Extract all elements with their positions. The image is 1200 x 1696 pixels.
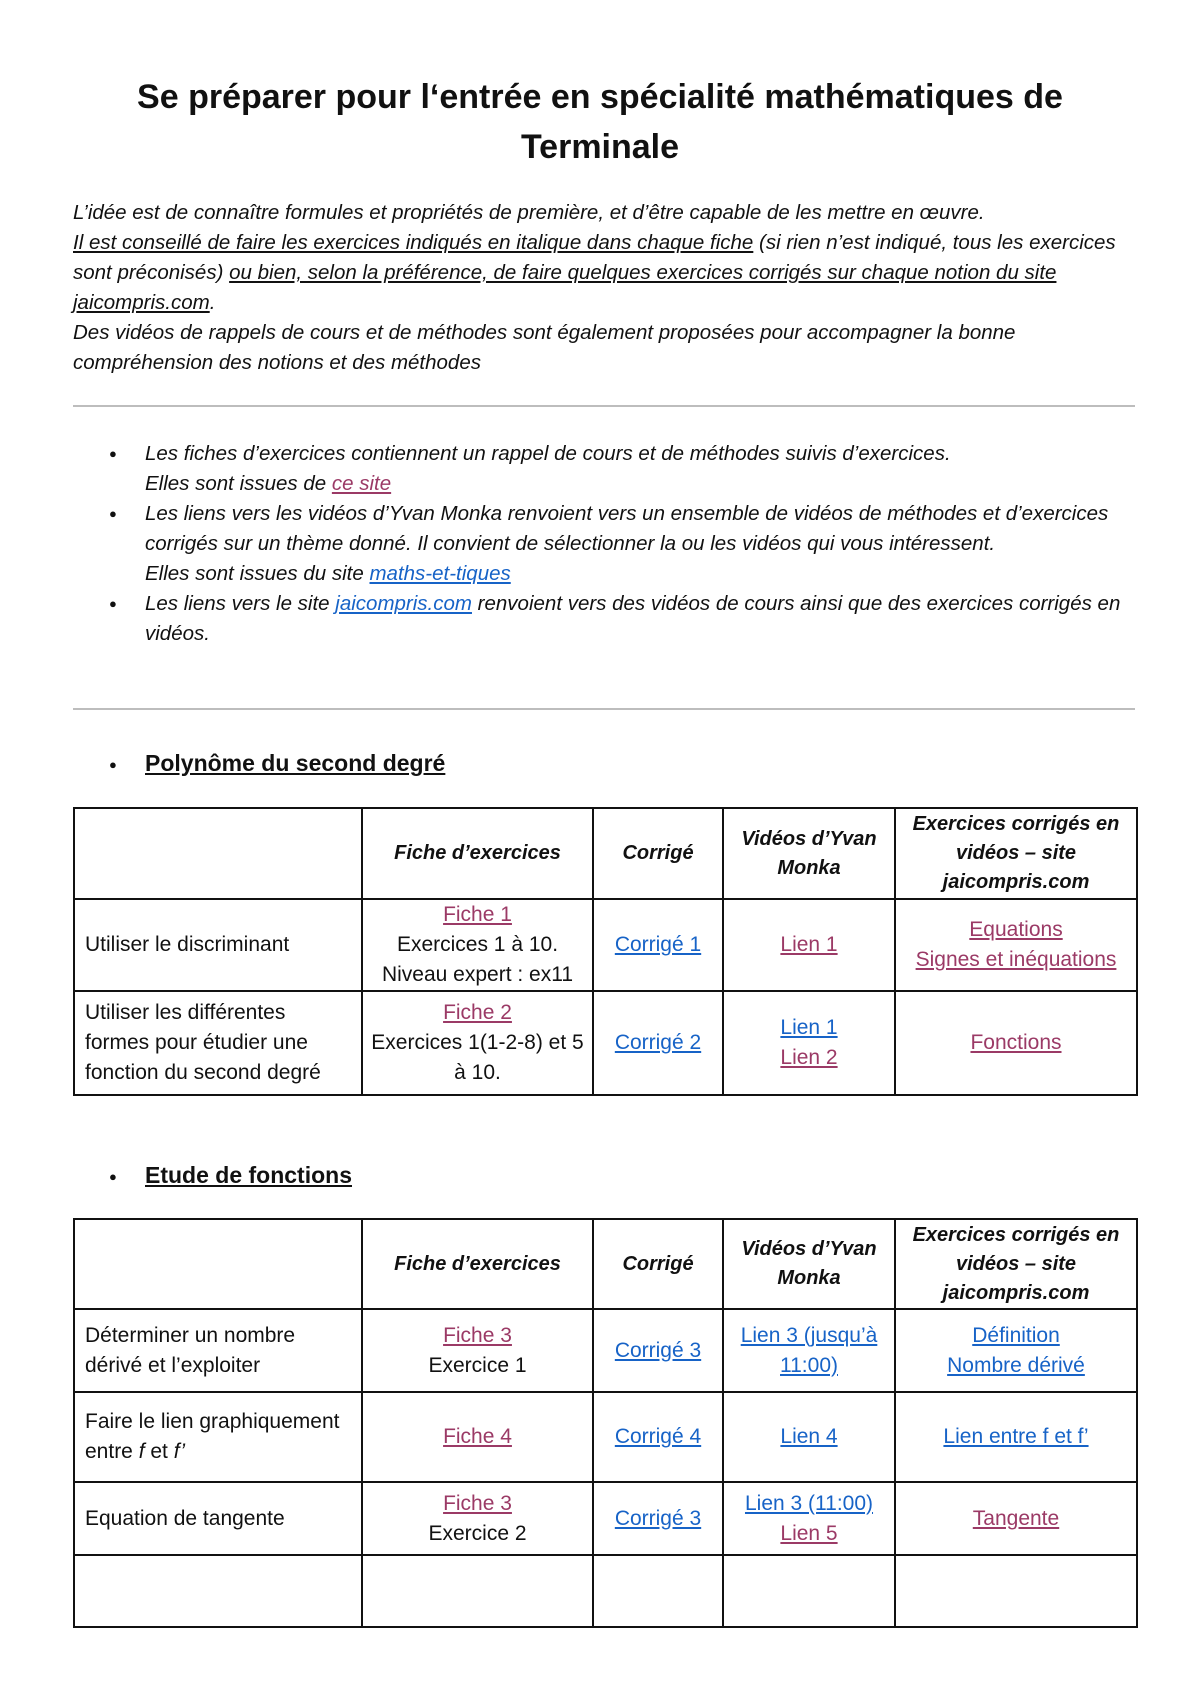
table-polynome bbox=[73, 807, 1138, 1096]
header-videos: Vidéos d’Yvan Monka bbox=[723, 808, 895, 899]
video-link[interactable]: Lien 4 bbox=[780, 1425, 838, 1448]
row-label: Faire le lien graphiquement entre f et f’ bbox=[74, 1392, 362, 1482]
fiche-link[interactable]: Fiche 4 bbox=[443, 1425, 512, 1448]
table-header-row bbox=[74, 1219, 1137, 1309]
empty-cell bbox=[74, 1555, 362, 1627]
table-row bbox=[74, 1392, 1137, 1482]
video-cell bbox=[723, 1482, 895, 1555]
empty-cell bbox=[723, 1555, 895, 1627]
bullet-item-fiches bbox=[73, 439, 1133, 499]
bullet-item-jaicompris bbox=[73, 589, 1133, 649]
exo-link[interactable]: Fonctions bbox=[970, 1031, 1062, 1054]
intro-videos: Des vidéos de rappels de cours et de méthodes sont également proposées pour accompagner la bonne compréhension des notions et des méthodes bbox=[73, 321, 1016, 374]
fiche-cell: Fiche 3 Exercice 1 bbox=[362, 1309, 593, 1392]
exo-link[interactable]: Nombre dérivé bbox=[947, 1353, 1085, 1377]
header-empty-cell bbox=[74, 1219, 362, 1309]
table-row bbox=[74, 991, 1137, 1095]
advice-end: . bbox=[209, 291, 216, 314]
header-exos: Exercices corrigés en vidéos – site jaicompris.com bbox=[895, 1219, 1137, 1309]
table-fonctions bbox=[73, 1218, 1138, 1628]
section-heading-fonctions: ● Etude de fonctions bbox=[73, 1160, 352, 1192]
exo-link[interactable]: Signes et inéquations bbox=[915, 948, 1117, 971]
table-row-empty bbox=[74, 1555, 1137, 1627]
corrige-link[interactable]: Corrigé 2 bbox=[614, 1031, 702, 1054]
advice-middle: (si rien n’est indiqué, tous les exercices sont préconisés) bbox=[73, 231, 1116, 284]
corrige-link[interactable]: Corrigé 1 bbox=[614, 933, 702, 956]
exo-cell bbox=[895, 1482, 1137, 1555]
corrige-link[interactable]: Corrigé 3 bbox=[614, 1338, 702, 1362]
jaicompris-link[interactable]: jaicompris.com bbox=[335, 592, 472, 615]
bullet-text: Elles sont issues de bbox=[145, 472, 332, 495]
exo-link[interactable]: Tangente bbox=[972, 1506, 1060, 1530]
empty-cell bbox=[593, 1555, 723, 1627]
video-link[interactable]: Lien 5 bbox=[780, 1521, 838, 1545]
corrige-link[interactable]: Corrigé 3 bbox=[614, 1506, 702, 1530]
table-header-row bbox=[74, 808, 1137, 899]
bullet-text: Elles sont issues du site bbox=[145, 562, 370, 585]
info-bullet-list bbox=[73, 439, 1133, 649]
table-row bbox=[74, 899, 1137, 991]
header-corrige: Corrigé bbox=[593, 808, 723, 899]
exo-cell bbox=[895, 899, 1137, 991]
exo-link[interactable]: Définition bbox=[972, 1323, 1060, 1347]
fiche-link[interactable]: Fiche 3 bbox=[443, 1491, 512, 1515]
header-fiche: Fiche d’exercices bbox=[362, 808, 593, 899]
fiche-link[interactable]: Fiche 2 bbox=[443, 1001, 512, 1024]
fiche-cell: Fiche 2 Exercices 1(1-2-8) et 5 à 10. bbox=[362, 991, 593, 1095]
fiche-link[interactable]: Fiche 1 bbox=[443, 903, 512, 926]
video-cell bbox=[723, 991, 895, 1095]
row-label: Equation de tangente bbox=[74, 1482, 362, 1555]
row-label: Utiliser le discriminant bbox=[74, 899, 362, 991]
video-link[interactable]: Lien 3 (jusqu’à 11:00) bbox=[740, 1323, 878, 1377]
exo-cell bbox=[895, 1392, 1137, 1482]
fiche-cell: Fiche 3 Exercice 2 bbox=[362, 1482, 593, 1555]
corrige-link[interactable]: Corrigé 4 bbox=[614, 1425, 702, 1448]
fiche-cell bbox=[362, 1392, 593, 1482]
corrige-cell bbox=[593, 991, 723, 1095]
fiche-cell: Fiche 1 Exercices 1 à 10. Niveau expert : ex11 bbox=[362, 899, 593, 991]
bullet-item-videos bbox=[73, 499, 1133, 589]
advice-underlined-2: ou bien, selon la préférence, de faire quelques exercices corrigés sur chaque notion du site jaicompris.com bbox=[73, 261, 1057, 314]
fiche-link[interactable]: Fiche 3 bbox=[443, 1323, 512, 1347]
corrige-cell bbox=[593, 1482, 723, 1555]
bullet-text: Les fiches d’exercices contiennent un rappel de cours et de méthodes suivis d’exercices. bbox=[145, 442, 951, 465]
divider bbox=[73, 708, 1135, 710]
intro-line: L’idée est de connaître formules et propriétés de première, et d’être capable de les mettre en œuvre. bbox=[73, 201, 985, 224]
empty-cell bbox=[362, 1555, 593, 1627]
header-corrige: Corrigé bbox=[593, 1219, 723, 1309]
intro-paragraph bbox=[73, 198, 1133, 378]
maths-et-tiques-link[interactable]: maths-et-tiques bbox=[369, 562, 511, 585]
ce-site-link[interactable]: ce site bbox=[331, 472, 392, 495]
page-title: Se préparer pour l‘entrée en spécialité mathématiques de Terminale bbox=[137, 78, 1063, 166]
header-videos: Vidéos d’Yvan Monka bbox=[723, 1219, 895, 1309]
corrige-cell bbox=[593, 1392, 723, 1482]
corrige-cell bbox=[593, 899, 723, 991]
video-link[interactable]: Lien 3 (11:00) bbox=[744, 1491, 874, 1515]
bullet-text: renvoient vers des vidéos de cours ainsi que des exercices corrigés en vidéos. bbox=[145, 592, 1121, 645]
video-cell bbox=[723, 1392, 895, 1482]
video-link[interactable]: Lien 1 bbox=[780, 933, 838, 956]
exo-link[interactable]: Lien entre f et f’ bbox=[943, 1425, 1089, 1448]
exo-cell bbox=[895, 991, 1137, 1095]
header-empty-cell bbox=[74, 808, 362, 899]
header-fiche: Fiche d’exercices bbox=[362, 1219, 593, 1309]
bullet-text: Les liens vers les vidéos d’Yvan Monka renvoient vers un ensemble de vidéos de méthodes et d’exercices corrigés sur un thème donné. Il convient de sélectionner la ou les vidéos qui vous intéressent. bbox=[145, 502, 1109, 555]
video-link[interactable]: Lien 2 bbox=[780, 1046, 838, 1069]
bullet-icon: ● bbox=[109, 1168, 117, 1184]
table-row bbox=[74, 1309, 1137, 1392]
row-label: Utiliser les différentes formes pour étudier une fonction du second degré bbox=[74, 991, 362, 1095]
divider bbox=[73, 405, 1135, 407]
video-cell bbox=[723, 899, 895, 991]
row-label: Déterminer un nombre dérivé et l’exploiter bbox=[74, 1309, 362, 1392]
advice-underlined: Il est conseillé de faire les exercices indiqués en italique dans chaque fiche bbox=[73, 231, 754, 254]
corrige-cell bbox=[593, 1309, 723, 1392]
video-cell bbox=[723, 1309, 895, 1392]
header-exos: Exercices corrigés en vidéos – site jaicompris.com bbox=[895, 808, 1137, 899]
bullet-text: Les liens vers le site bbox=[145, 592, 336, 615]
table-row bbox=[74, 1482, 1137, 1555]
empty-cell bbox=[895, 1555, 1137, 1627]
intro-advice bbox=[73, 228, 1133, 318]
exo-link[interactable]: Equations bbox=[969, 918, 1063, 941]
exo-cell bbox=[895, 1309, 1137, 1392]
section-heading-polynome: ● Polynôme du second degré bbox=[73, 748, 445, 780]
bullet-icon: ● bbox=[109, 756, 117, 772]
video-link[interactable]: Lien 1 bbox=[780, 1016, 838, 1039]
